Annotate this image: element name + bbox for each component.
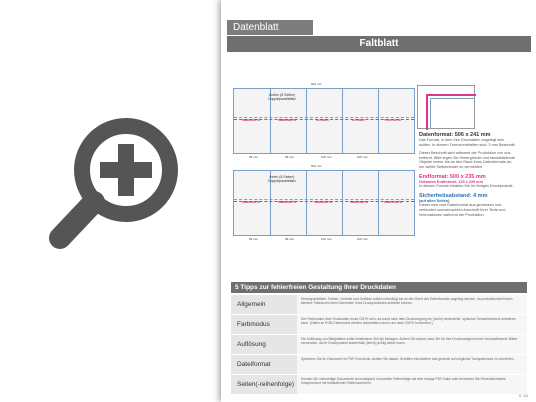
dimension-label: 99 mm <box>285 237 295 241</box>
dimension-label: 99 mm <box>249 155 259 159</box>
tip-value: Hintergrundbilder, Farben, Verläufe und Grafiken sollten unbedingt bis an den Rand des Datenformats angelegt werden, da produktionstechnisch kleinere Toleranzen beim Schneiden Ihres Druckproduktes auftreten können. <box>297 295 527 314</box>
tip-key: Allgemein <box>231 295 297 314</box>
tips-title: 5 Tipps zur fehlerfreien Gestaltung Ihrer Druckdaten <box>231 282 527 293</box>
dimension-label: 506 mm <box>311 164 322 168</box>
format-info <box>419 132 517 217</box>
diagram-inner-label: Außen (6 Seiten) Doppelparallelfalz <box>268 93 296 101</box>
sicherheit-sub: (auf allen Seiten) <box>419 198 450 203</box>
column-label: AUSSEN <box>316 117 329 122</box>
dimension-label: 100 mm <box>321 155 332 159</box>
column-label: AUSSEN <box>352 117 365 122</box>
table-row <box>231 335 527 354</box>
table-row <box>231 355 527 374</box>
diagram-header-area <box>234 171 414 200</box>
tip-key: Auflösung <box>231 335 297 354</box>
column-label: INNENSEITE <box>242 199 261 204</box>
page-number: S. 1/4 <box>518 394 528 398</box>
column-label: INNENSEITE <box>278 199 297 204</box>
dimension-label: 100 mm <box>357 237 368 241</box>
fold-diagram-outer <box>233 88 415 154</box>
beschnitt-text: Dieser Beschnitt wird während der Produktion von uns entfernt. Bitte legen Sie Hintergründe und randabfallende Objekte immer bis an den Rand Ihres Datenformats an, um weiße Seitenränder zu vermeiden. <box>419 151 516 169</box>
dimension-label: 99 mm <box>249 237 259 241</box>
tip-value: Senden Sie mehrseitige Dokumente chronologisch in korrekter Reihenfolge als eine einzige PDF-Datei oder benennen Sie Einzeldokumente entsprechend mit fortlaufenden Seitennummern. <box>297 375 527 394</box>
dimension-label: 100 mm <box>321 237 332 241</box>
dimension-label: 99 mm <box>285 155 295 159</box>
tip-key: Seiten(-reihenfolge) <box>231 375 297 394</box>
zoom-in-icon[interactable] <box>48 110 183 250</box>
sicherheit-title: Sicherheitsabstand: 4 mm <box>419 192 488 199</box>
corner-detail-callout <box>417 85 475 129</box>
column-label: INNENSEITE <box>278 117 297 122</box>
column-label: INNENSEITE <box>314 199 333 204</box>
column-label: INNENSEITE <box>242 117 261 122</box>
diagram-inner-label: Innen (6 Seiten) Doppelparallelfalz <box>268 175 296 183</box>
column-label: INNENSEITE <box>350 199 369 204</box>
fold-diagram-inner <box>233 170 415 236</box>
datenformat-title: Datenformat: 506 x 241 mm <box>419 132 491 138</box>
tip-value: Die Auflösung von Bildgrafiken sollte mindestens 300 dpi betragen. Achten Sie darauf, dass Sie für Ihre Druckvorlagen immer hochauflösende Bilder verwenden, da Ihr Druckprodukt andernfalls (leicht) pixelig wirken kann. <box>297 335 527 354</box>
sicherheit-text: Dieser wird vom Datenformat aus gemessen und verhindert unerwünschten Anschnitt Ihrer Texte und Informationen während der Produktion. <box>419 203 506 217</box>
diagram-header-area <box>234 89 414 118</box>
tip-key: Farbmodus <box>231 315 297 334</box>
table-row <box>231 295 527 314</box>
table-row <box>231 315 527 334</box>
document-page <box>221 0 536 402</box>
table-row <box>231 375 527 394</box>
endformat-sub: Gefalztes Endformat: 125 x 235 mm <box>419 179 483 184</box>
tips-table <box>231 295 527 395</box>
endformat-text: In diesem Format erhalten Sie Ihr fertiges Druckprodukt. <box>419 184 514 189</box>
dimension-label: 506 mm <box>311 82 322 86</box>
tip-value: Speichern Sie Ihr Dokument im PDF-Format ab. Achten Sie darauf, Schriften einzubetten und generell auf möglichst Transparenzen zu verzichten. <box>297 355 527 374</box>
page-label: Datenblatt <box>227 20 313 35</box>
tip-value: Der Farbmodus Ihrer Druckdaten muss CMYK sein, da sonst nach dem Druckvorgang ein (leicht) veränderter, optischer Gesamteindruck entstehen kann. (Daten im RGB-Farbmodus werden automatisch durch uns nach CMYK konvertiert.) <box>297 315 527 334</box>
tip-key: Dateiformat <box>231 355 297 374</box>
datenformat-text: Das Format, in dem Ihre Druckdaten angelegt sein sollten. In diesem Format enthalten sind: 3 mm Beschnitt. <box>419 138 516 147</box>
page-title: Faltblatt <box>227 36 531 52</box>
column-label: INNENSEITE <box>384 199 403 204</box>
dimension-label: 100 mm <box>357 155 368 159</box>
endformat-title: Endformat: 500 x 235 mm <box>419 173 486 180</box>
column-label: TITELSEITE <box>384 117 402 122</box>
